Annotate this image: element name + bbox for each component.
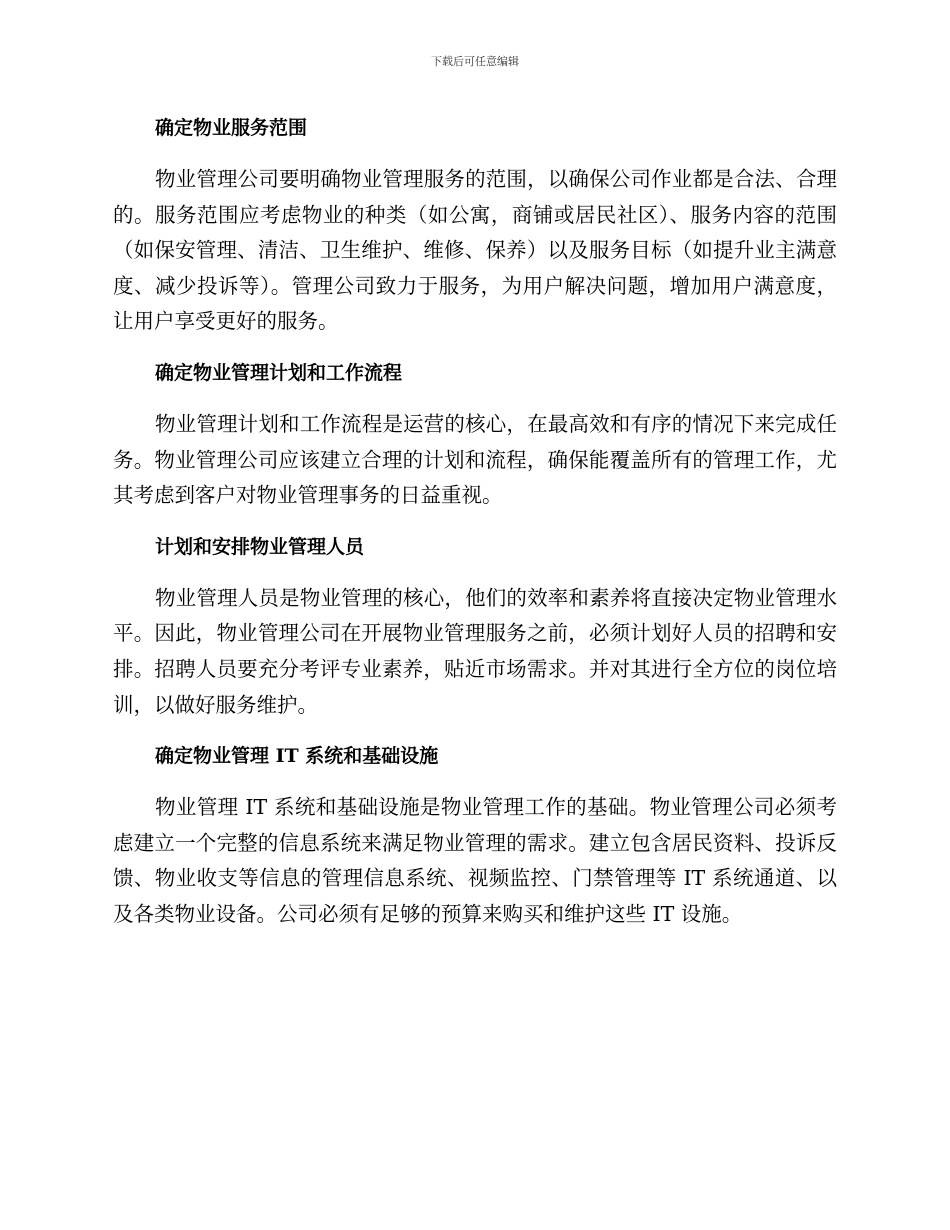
section-staffing bbox=[113, 529, 837, 738]
section-heading: 确定物业服务范围 bbox=[155, 117, 308, 139]
section-heading: 计划和安排物业管理人员 bbox=[155, 535, 365, 558]
section-paragraph: 物业管理计划和工作流程是运营的核心，在最高效和有序的情况下来完成任务。物业管理公司应该建立合理的计划和流程，确保能覆盖所有的管理工作，尤其考虑到客户对物业管理事务的日益重视。 bbox=[113, 411, 837, 508]
section-heading: 确定物业管理 IT 系统和基础设施 bbox=[155, 745, 439, 768]
section-it-infrastructure bbox=[113, 738, 837, 932]
section-paragraph: 物业管理人员是物业管理的核心，他们的效率和素养将直接决定物业管理水平。因此，物业管理公司在开展物业管理服务之前，必须计划好人员的招聘和安排。招聘人员要充分考评专业素养，贴近市场需求。并对其进行全方位的岗位培训，以做好服务维护。 bbox=[113, 585, 837, 717]
document-content bbox=[113, 110, 837, 933]
section-paragraph: 物业管理公司要明确物业管理服务的范围，以确保公司作业都是合法、合理的。服务范围应考虑物业的种类（如公寓，商铺或居民社区）、服务内容的范围（如保安管理、清洁、卫生维护、维修、保养）以及服务目标（如提升业主满意度、减少投诉等）。管理公司致力于服务，为用户解决问题，增加用户满意度，让用户享受更好的服务。 bbox=[113, 167, 837, 334]
page-header: 下载后可任意编辑 bbox=[431, 55, 519, 68]
section-plan-workflow bbox=[113, 355, 837, 529]
section-heading: 确定物业管理计划和工作流程 bbox=[155, 361, 403, 384]
section-service-scope bbox=[113, 110, 837, 355]
section-paragraph: 物业管理 IT 系统和基础设施是物业管理工作的基础。物业管理公司必须考虑建立一个完整的信息系统来满足物业管理的需求。建立包含居民资料、投诉反馈、物业收支等信息的管理信息系统、视频监控、门禁管理等 IT 系统通道、以及各类物业设备。公司必须有足够的预算来购买和维护这些 IT 设施。 bbox=[113, 795, 837, 926]
